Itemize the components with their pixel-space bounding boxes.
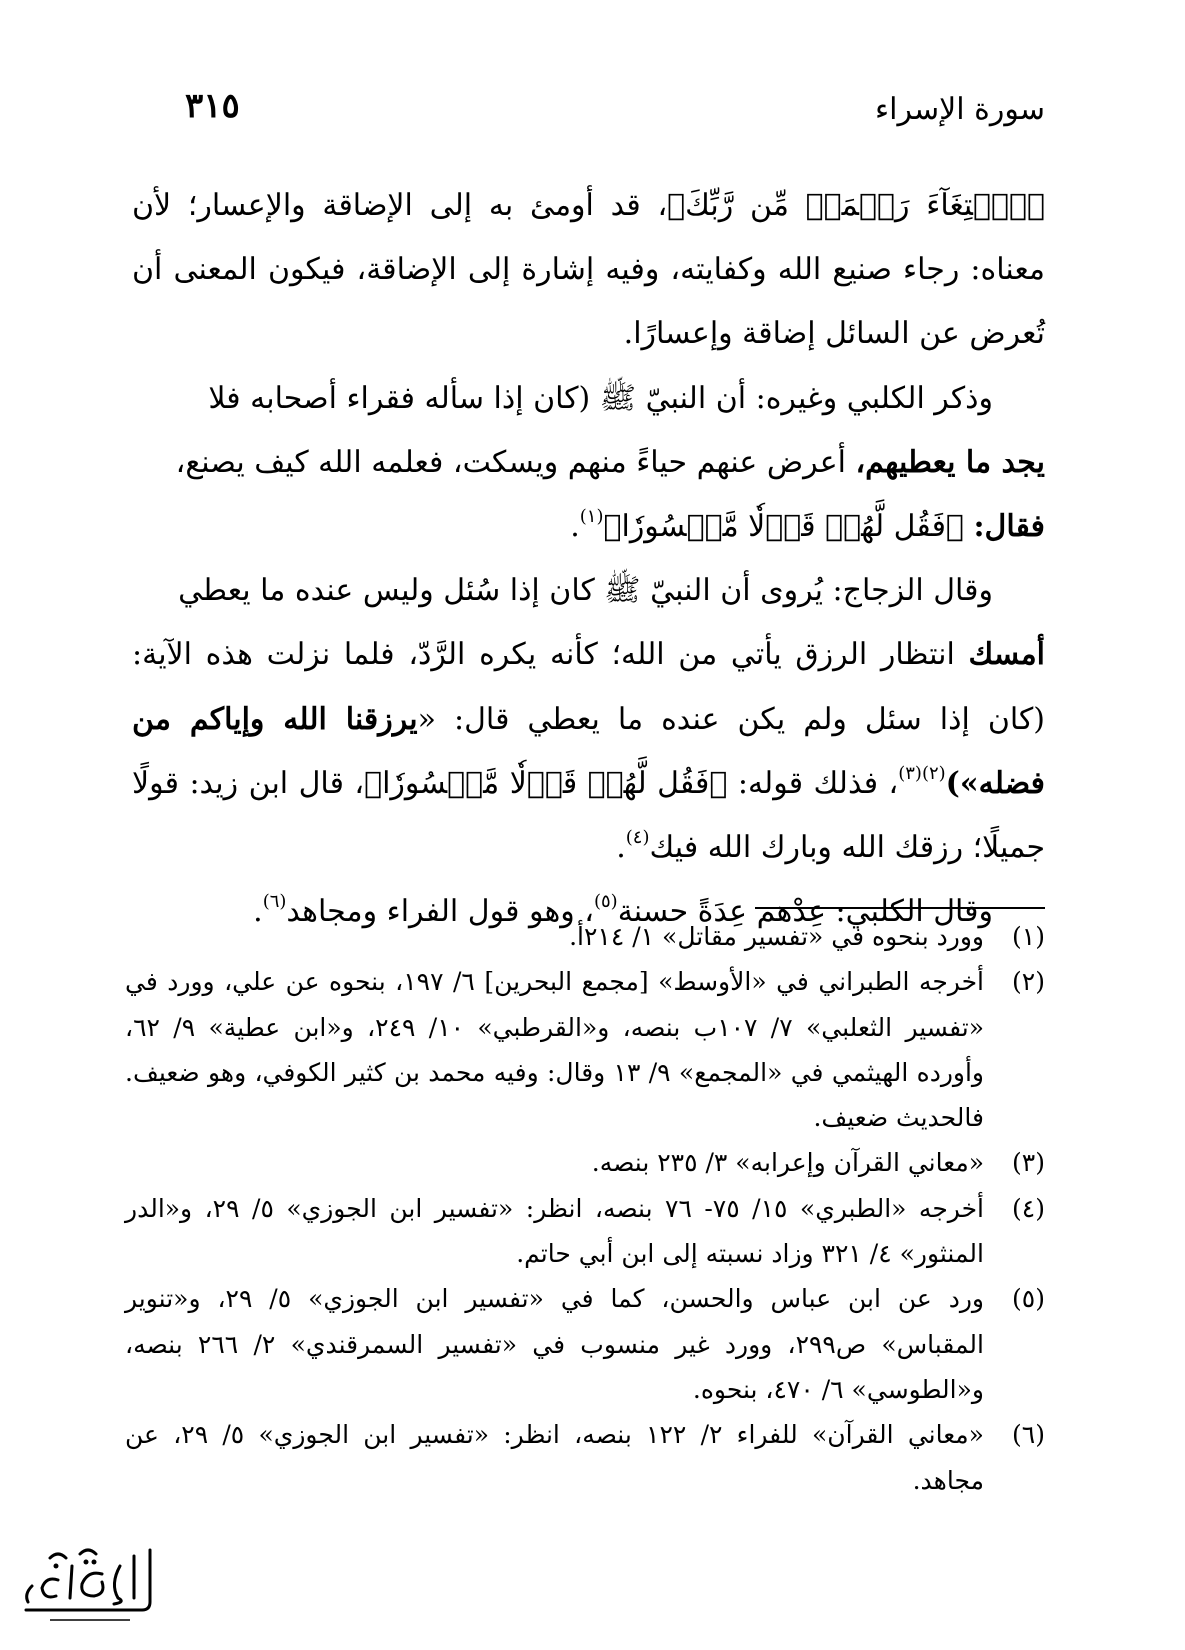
footnotes bbox=[125, 914, 1045, 1503]
footnote-ref[interactable]: (١) bbox=[579, 506, 604, 528]
footnote-number: (١) bbox=[1012, 922, 1045, 951]
footnote-number: (٤) bbox=[1012, 1193, 1045, 1223]
paragraph-2 bbox=[132, 367, 1045, 560]
footnote-6 bbox=[125, 1412, 1045, 1503]
text-run: ، فذلك قوله: ﴿فَقُل لَّهُمۡ قَوۡلٗا مَّيۡسُورٗا﴾، قال ابن زيد: قولًا جميلًا؛ رزقك الله وبارك الله فيك bbox=[132, 765, 1045, 866]
footnote-4 bbox=[125, 1186, 1045, 1277]
footnote-text: أخرجه «الطبري» ١٥/ ٧٥- ٧٦ بنصه، انظر: «تفسير ابن الجوزي» ٥/ ٢٩، و«الدر المنثور» ٤/ ٣٢١ وزاد نسبته إلى ابن أبي حاتم. bbox=[125, 1193, 984, 1269]
text-run: . bbox=[253, 894, 263, 930]
bold-run: يرزقنا الله وإياكم من فضله») bbox=[132, 701, 1045, 801]
paragraph-1: ﴿ٱبۡتِغَآءَ رَحۡمَةٖ مِّن رَّبِّكَ﴾، قد أومئ به إلى الإضاقة والإعسار؛ لأن معناه: رجاء صنيع الله وكفايته، وفيه إشارة إلى الإضاقة، فيكون المعنى أن تُعرض عن السائل إضاقة وإعسارًا. bbox=[132, 188, 1045, 352]
paragraph-3 bbox=[132, 559, 1045, 880]
text-run: . bbox=[570, 509, 580, 545]
footnote-3 bbox=[125, 1140, 1045, 1185]
main-text bbox=[132, 174, 1045, 944]
text-run: . bbox=[616, 830, 626, 866]
bold-run: أمسك bbox=[968, 637, 1045, 673]
footnote-number: (٦) bbox=[1012, 1420, 1045, 1450]
footnote-text: وورد بنحوه في «تفسير مقاتل» ١/ ٢١٤أ. bbox=[569, 922, 984, 951]
bold-run: يجد ما يعطيهم، bbox=[855, 444, 1045, 480]
footnote-text: «معاني القرآن» للفراء ٢/ ١٢٢ بنصه، انظر: «تفسير ابن الجوزي» ٥/ ٢٩، عن مجاهد. bbox=[125, 1420, 984, 1495]
text-run: أعرض عنهم حياءً منهم ويسكت، فعلمه الله كيف يصنع، bbox=[175, 444, 856, 480]
footnote-5 bbox=[125, 1276, 1045, 1412]
footnote-ref[interactable]: (٢)(٣) bbox=[898, 762, 946, 784]
footnote-divider bbox=[755, 907, 1045, 909]
quran-quote: ﴿فَقُل لَّهُمۡ قَوۡلٗا مَّيۡسُورٗا﴾ bbox=[603, 509, 974, 545]
text-run: وذكر الكلبي وغيره: أن النبيّ ﷺ (كان إذا سأله فقراء أصحابه فلا bbox=[208, 380, 993, 416]
page-number: ٣١٥ bbox=[185, 86, 240, 126]
footnote-text: «معاني القرآن وإعرابه» ٣/ ٢٣٥ بنصه. bbox=[591, 1148, 984, 1178]
footnote-number: (٥) bbox=[1012, 1284, 1045, 1314]
text-run: ، وهو قول الفراء ومجاهد bbox=[286, 894, 594, 930]
footnote-ref[interactable]: (٦) bbox=[262, 891, 287, 913]
text-run: انتظار الرزق يأتي من الله؛ كأنه يكره الرَّدّ، فلما نزلت هذه الآية: (كان إذا سئل ولم يكن عنده ما يعطي قال: « bbox=[132, 637, 1046, 737]
footnote-ref[interactable]: (٤) bbox=[625, 827, 650, 849]
chapter-title: سورة الإسراء bbox=[875, 92, 1045, 127]
footnote-text: ورد عن ابن عباس والحسن، كما في «تفسير ابن الجوزي» ٥/ ٢٩، و«تنوير المقباس» ص٢٩٩، وورد غير منسوب في «تفسير السمرقندي» ٢/ ٢٦٦ بنصه، و«الطوسي» ٦/ ٤٧٠، بنحوه. bbox=[125, 1284, 985, 1404]
footnote-ref[interactable]: (٥) bbox=[593, 891, 618, 913]
footnote-text: أخرجه الطبراني في «الأوسط» [مجمع البحرين] ٦/ ١٩٧، بنحوه عن علي، وورد في «تفسير الثعلبي» ٧/ ١٠٧ب بنصه، و«القرطبي» ١٠/ ٢٤٩، و«ابن عطية» ٩/ ٦٢، وأورده الهيثمي في «المجمع» ٩/ ١٣ وقال: وفيه محمد بن كثير الكوفي، وهو ضعيف. فالحديث ضعيف. bbox=[125, 967, 984, 1133]
text-run: وقال الكلبي: عِدْهم عِدَةً حسنة bbox=[617, 894, 993, 930]
footnote-2 bbox=[125, 959, 1045, 1140]
running-header bbox=[185, 86, 1045, 136]
footnote-1 bbox=[125, 914, 1045, 959]
bold-run: فقال: bbox=[973, 509, 1045, 545]
publisher-logo bbox=[10, 1536, 160, 1628]
footnote-number: (٣) bbox=[1012, 1148, 1045, 1178]
text-run: وقال الزجاج: يُروى أن النبيّ ﷺ كان إذا سُئل وليس عنده ما يعطي bbox=[178, 573, 993, 609]
footnote-number: (٢) bbox=[1012, 967, 1045, 997]
